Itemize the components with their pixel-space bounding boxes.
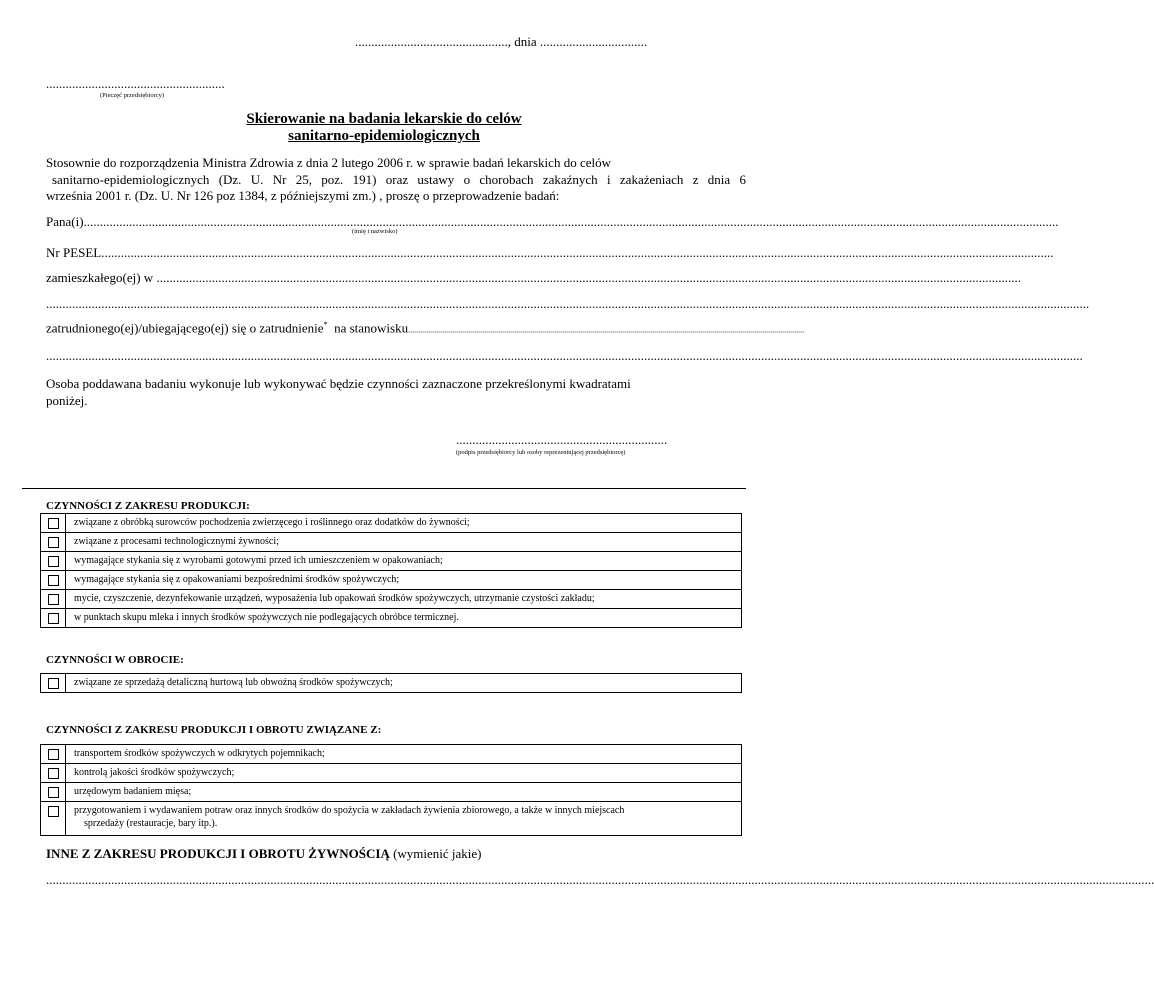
residence-label: zamieszkałego(ej) w bbox=[46, 270, 154, 285]
checkbox-cell[interactable] bbox=[41, 674, 66, 693]
checkbox[interactable] bbox=[48, 594, 59, 605]
checkbox[interactable] bbox=[48, 537, 59, 548]
checkbox[interactable] bbox=[48, 613, 59, 624]
notice-line2: poniżej. bbox=[46, 393, 88, 408]
checkbox[interactable] bbox=[48, 749, 59, 760]
signature-line[interactable]: ................................................................. bbox=[456, 432, 668, 447]
checklist-row bbox=[41, 514, 742, 533]
production-trade-heading: CZYNNOŚCI Z ZAKRESU PRODUKCJI I OBROTU ZWIĄZANE Z: bbox=[46, 724, 382, 736]
position-line2[interactable]: ............................................................................................................................................................................................................................................................................................................................... bbox=[46, 348, 1083, 363]
residence-field[interactable] bbox=[46, 270, 1021, 286]
checklist-item-text: związane z procesami technologicznymi żywności; bbox=[66, 533, 742, 552]
employed-footnote-mark: * bbox=[323, 320, 328, 329]
position-label: na stanowisku bbox=[334, 320, 409, 336]
intro-line3: września 2001 r. (Dz. U. Nr 126 poz 1384, z późniejszymi zm.) , proszę o przeprowadzenie badań: bbox=[46, 188, 560, 203]
checkbox-cell[interactable] bbox=[41, 745, 66, 764]
checklist-item-line2: sprzedaży (restauracje, bary itp.). bbox=[84, 817, 218, 829]
checklist-row bbox=[41, 590, 742, 609]
checkbox-cell[interactable] bbox=[41, 552, 66, 571]
notice-line1: Osoba poddawana badaniu wykonuje lub wykonywać będzie czynności zaznaczone przekreślonymi kwadratami bbox=[46, 376, 631, 391]
checklist-item-text: wymagające stykania się z wyrobami gotowymi przed ich umieszczeniem w opakowaniach; bbox=[66, 552, 742, 571]
checklist-row bbox=[41, 674, 742, 693]
intro-line2: sanitarno-epidemiologicznych (Dz. U. Nr 25, poz. 191) oraz ustawy o chorobach zakaźnych i zakażeniach z dnia 6 bbox=[52, 172, 746, 187]
checkbox[interactable] bbox=[48, 575, 59, 586]
checklist-item-line1: przygotowaniem i wydawaniem potraw oraz innych środków do spożycia w zakładach żywienia zbiorowego, a także w innych miejscach bbox=[74, 805, 625, 816]
checklist-item-text: wymagające stykania się z opakowaniami bezpośrednimi środków spożywczych; bbox=[66, 571, 742, 590]
stamp-caption: (Pieczęć przedsiębiorcy) bbox=[100, 92, 165, 99]
checkbox-cell[interactable] bbox=[41, 764, 66, 783]
residence-dots[interactable]: .......................................................................................................................................................................................................................................................................... bbox=[156, 270, 1021, 285]
checkbox-cell[interactable] bbox=[41, 609, 66, 628]
checklist-item-text: urzędowym badaniem mięsa; bbox=[66, 783, 742, 802]
production-checklist bbox=[40, 513, 742, 628]
checklist-row bbox=[41, 533, 742, 552]
checkbox[interactable] bbox=[48, 787, 59, 798]
other-heading-bold: INNE Z ZAKRESU PRODUKCJI I OBROTU ŻYWNOŚCIĄ bbox=[46, 846, 390, 861]
checklist-item-text bbox=[66, 802, 742, 836]
other-activities-line[interactable]: ..................................................................................................................................................................................................................................................................................................................................................... bbox=[46, 872, 1154, 887]
checkbox[interactable] bbox=[48, 768, 59, 779]
checkbox[interactable] bbox=[48, 678, 59, 689]
residence-line2[interactable]: ................................................................................................................................................................................................................................................................................................................................. bbox=[46, 296, 1090, 311]
checkbox-cell[interactable] bbox=[41, 802, 66, 836]
checkbox-cell[interactable] bbox=[41, 533, 66, 552]
checkbox[interactable] bbox=[48, 556, 59, 567]
stamp-line: ....................................................... bbox=[46, 76, 225, 91]
checkbox-cell[interactable] bbox=[41, 514, 66, 533]
checkbox[interactable] bbox=[48, 806, 59, 817]
checklist-item-text: związane z obróbką surowców pochodzenia zwierzęcego i roślinnego oraz dodatków do żywności; bbox=[66, 514, 742, 533]
name-label: Pana(i) bbox=[46, 214, 84, 229]
checklist-item-text: transportem środków spożywczych w odkrytych pojemnikach; bbox=[66, 745, 742, 764]
trade-checklist bbox=[40, 673, 742, 693]
checklist-row bbox=[41, 745, 742, 764]
place-date-line[interactable]: ..............................................., dnia ................................. bbox=[355, 34, 648, 49]
pesel-dots[interactable]: ..................................................................................................................................................................................................................................................................................................... bbox=[101, 245, 1054, 260]
intro-line1: Stosownie do rozporządzenia Ministra Zdrowia z dnia 2 lutego 2006 r. w sprawie badań lekarskich do celów bbox=[46, 155, 611, 170]
checkbox-cell[interactable] bbox=[41, 590, 66, 609]
document-title-line1: Skierowanie na badania lekarskie do celów bbox=[246, 111, 522, 127]
pesel-field[interactable] bbox=[46, 245, 1054, 261]
production-trade-checklist bbox=[40, 744, 742, 836]
checklist-item-text: kontrolą jakości środków spożywczych; bbox=[66, 764, 742, 783]
checklist-row bbox=[41, 609, 742, 628]
pesel-label: Nr PESEL bbox=[46, 245, 102, 260]
checkbox-cell[interactable] bbox=[41, 783, 66, 802]
checklist-item-text: związane ze sprzedażą detaliczną hurtową lub obwoźną środków spożywczych; bbox=[66, 674, 742, 693]
other-heading-note: (wymienić jakie) bbox=[393, 846, 482, 861]
checklist-row bbox=[41, 802, 742, 836]
checklist-row bbox=[41, 552, 742, 571]
production-heading: CZYNNOŚCI Z ZAKRESU PRODUKCJI: bbox=[46, 500, 250, 512]
checklist-row bbox=[41, 783, 742, 802]
checklist-row bbox=[41, 764, 742, 783]
checklist-item-text: mycie, czyszczenie, dezynfekowanie urządzeń, wyposażenia lub opakowań środków spożywczych, utrzymanie czystości zakładu; bbox=[66, 590, 742, 609]
trade-heading: CZYNNOŚCI W OBROCIE: bbox=[46, 654, 184, 666]
position-dots[interactable]: ...................................................................................................................................................................................................... bbox=[408, 325, 805, 335]
name-caption: (imię i nazwisko) bbox=[352, 228, 398, 235]
employed-label: zatrudnionego(ej)/ubiegającego(ej) się o zatrudnienie bbox=[46, 320, 324, 336]
checkbox-cell[interactable] bbox=[41, 571, 66, 590]
employment-field[interactable] bbox=[46, 320, 805, 336]
checklist-item-text: w punktach skupu mleka i innych środków spożywczych nie podlegających obróbce termicznej. bbox=[66, 609, 742, 628]
name-dots[interactable]: ............................................................................................................................................................................................................................................................................................................ bbox=[83, 214, 1059, 229]
other-heading bbox=[46, 846, 482, 862]
checkbox[interactable] bbox=[48, 518, 59, 529]
checklist-row bbox=[41, 571, 742, 590]
document-title-line2: sanitarno-epidemiologicznych bbox=[288, 128, 480, 144]
signature-caption: (podpis przedsiębiorcy lub osoby reprezentującej przedsiębiorcę) bbox=[456, 449, 626, 456]
section-divider bbox=[22, 488, 746, 489]
